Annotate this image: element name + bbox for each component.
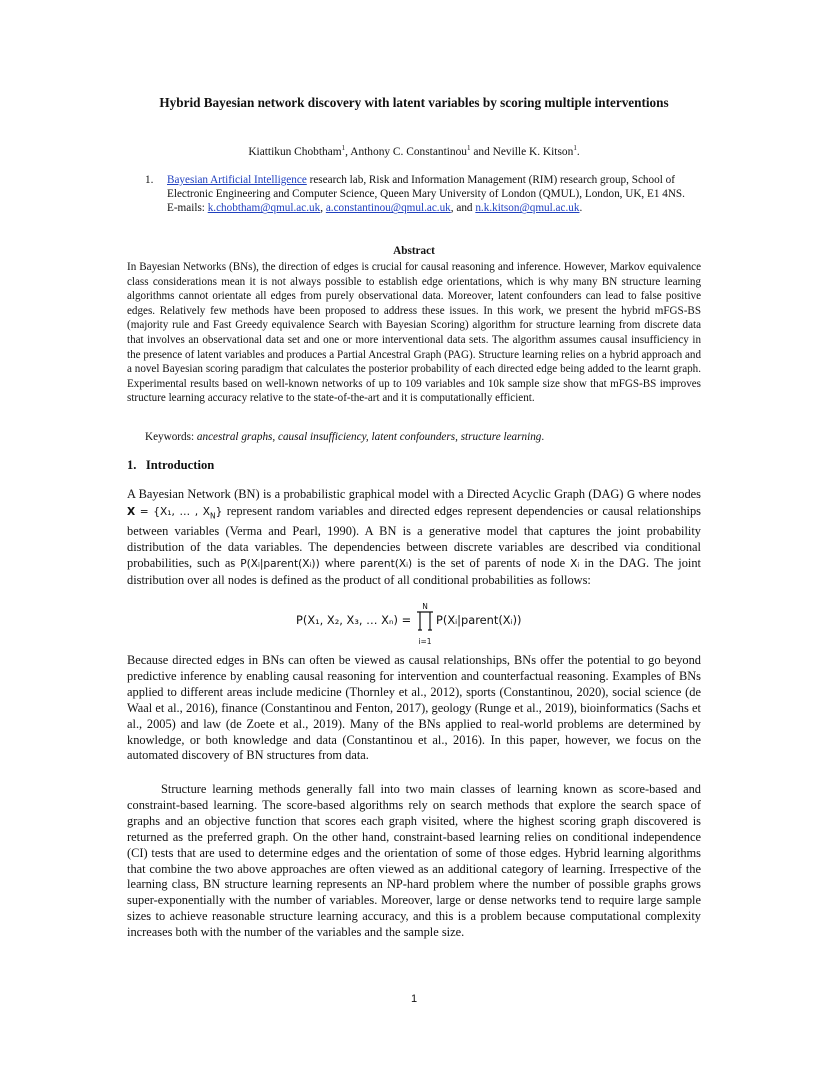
math-set: = {X₁, … , X xyxy=(135,505,210,518)
abstract-text: In Bayesian Networks (BNs), the direction of edges is crucial for causal reasoning and inference. However, Markov equivalence class considerations mean it is not always possible to establish edge orientations, which is why many BN structure learning algorithms cannot orientate all edges from purely observational data. Moreover, latent confounders can lead to false positive edges. Relatively few methods have been proposed to address these issues. In this work, we present the hybrid mFGS-BS (majority rule and Fast Greedy equivalence Search with Bayesian Scoring) algorithm for structure learning from discrete data that involves an observational data set and one or more interventional data sets. The algorithm assumes causal insufficiency in the presence of latent variables and produces a Partial Ancestral Graph (PAG). Structure learning relies on a hybrid approach and a novel Bayesian scoring paradigm that calculates the posterior probability of each directed edge being added to the learnt graph. Experimental results based on well-known networks of up to 109 variables and 10k sample size show that mFGS-BS improves structure learning accuracy relative to the state-of-the-art and it is computationally efficient. xyxy=(127,261,701,405)
author-2: , Anthony C. Constantinou xyxy=(345,146,467,158)
author-3: and Neville K. Kitson xyxy=(470,146,574,158)
author-line xyxy=(0,146,828,158)
emails-label: E-mails: xyxy=(167,202,208,215)
affiliation-number: 1. xyxy=(145,174,154,186)
math-subscript: N xyxy=(210,511,216,521)
email-link-2[interactable]: a.constantinou@qmul.ac.uk xyxy=(325,202,451,215)
product-upper-limit: N xyxy=(422,602,428,611)
text-run: in the DAG. The joint distribution over all nodes is defined as the product of all conditional probabilities as follows: xyxy=(127,556,701,587)
equation-lhs: P(X₁, X₂, X₃, … Xₙ) = xyxy=(296,613,412,627)
math-set-end: } xyxy=(215,505,223,518)
affiliation-mark: 1 xyxy=(341,144,346,153)
text-run: is the set of parents of node xyxy=(412,556,571,571)
author-line-end: . xyxy=(576,146,580,158)
page-number: 1 xyxy=(410,993,418,1005)
equation-rhs: P(Xᵢ|parent(Xᵢ)) xyxy=(436,613,522,627)
math-parent: parent(Xᵢ) xyxy=(360,558,413,571)
author-1: Kiattikun Chobtham xyxy=(248,146,342,158)
product-operator xyxy=(416,602,434,646)
email-end: . xyxy=(579,202,583,215)
keywords-label: Keywords: xyxy=(145,431,197,443)
section-heading xyxy=(127,458,214,473)
affiliation-mark: 1 xyxy=(573,144,577,153)
abstract-heading: Abstract xyxy=(393,245,435,257)
text-run: where nodes xyxy=(635,487,702,501)
lab-link[interactable]: Bayesian Artificial Intelligence xyxy=(167,174,307,186)
text-run: where xyxy=(319,556,361,571)
intro-paragraph-3: Structure learning methods generally fall into two main classes of learning known as score-based and constraint-based learning. The score-based algorithms rely on search methods that explore the search space of graphs and an objective function that scores each graph visited, where the highest scoring graph discovered is returned as the preferred graph. On the other hand, constraint-based learning relies on conditional independence (CI) tests that are used to determine edges and the orientation of some of those edges. Hybrid learning algorithms that combine the two above approaches are often viewed as an additional category of learning. Irrespective of the learning class, BN structure learning represents an NP-hard problem where the number of possible graphs grows super-exponentially with the number of variables. Moreover, large or dense networks tend to require large sample sizes to achieve reasonable structure learning accuracy, and this is a problem because computational complexity increases both with the number of the variables and the sample size. xyxy=(127,782,701,940)
keywords-end: . xyxy=(541,431,545,443)
intro-paragraph-1 xyxy=(127,487,701,589)
math-graph-symbol: G xyxy=(626,489,636,501)
email-separator: , and xyxy=(450,202,476,215)
email-link-3[interactable]: n.k.kitson@qmul.ac.uk xyxy=(475,202,580,215)
text-run: A Bayesian Network (BN) is a probabilistic graphical model with a Directed Acyclic Graph (DAG) xyxy=(127,487,627,501)
section-number: 1. xyxy=(127,458,137,472)
joint-distribution-equation xyxy=(296,598,556,644)
affiliation-mark: 1 xyxy=(466,144,471,153)
text-run: represent random variables and directed edges represent dependencies or causal relationships between variables (Verma and Pearl, 1990). A BN is a generative model that captures the joint probability distribution of the data variables. The dependencies between discrete variables are described via conditional probabilities, such as xyxy=(127,503,701,571)
affiliation-text xyxy=(167,173,705,216)
email-separator: , xyxy=(320,202,326,215)
affiliation-block xyxy=(145,173,705,216)
keywords-list: ancestral graphs, causal insufficiency, latent confounders, structure learning xyxy=(196,431,542,443)
email-link-1[interactable]: k.chobtham@qmul.ac.uk xyxy=(207,202,321,215)
math-node-set: X xyxy=(127,505,136,518)
affiliation-rest: research lab, Risk and Information Management (RIM) research group, School of Electronic Engineering and Computer Science, Queen Mary University of London (QMUL), London, UK, E1 4NS. xyxy=(167,174,685,201)
paper-title: Hybrid Bayesian network discovery with latent variables by scoring multiple interventions xyxy=(159,95,669,110)
product-lower-limit: i=1 xyxy=(418,637,432,646)
math-conditional: P(Xᵢ|parent(Xᵢ)) xyxy=(240,558,320,571)
keywords-line xyxy=(145,431,705,443)
math-node: Xᵢ xyxy=(570,558,580,571)
section-title: Introduction xyxy=(145,458,215,472)
intro-paragraph-2: Because directed edges in BNs can often be viewed as causal relationships, BNs offer the potential to go beyond predictive inference by enabling causal reasoning for intervention and counterfactual reasoning. Examples of BNs applied to different areas include medicine (Thornley et al., 2012), sports (Constantinou, 2020), social science (de Waal et al., 2016), finance (Constantinou and Fenton, 2017), geology (Runge et al., 2019), bioinformatics (Sachs et al., 2005) and law (de Zoete et al., 2019). Many of the BNs applied to real-world problems are determined by knowledge, or both knowledge and data (Constantinou et al., 2016). In this paper, however, we focus on the automated discovery of BN structures from data. xyxy=(127,653,701,763)
product-symbol-icon xyxy=(416,611,434,631)
